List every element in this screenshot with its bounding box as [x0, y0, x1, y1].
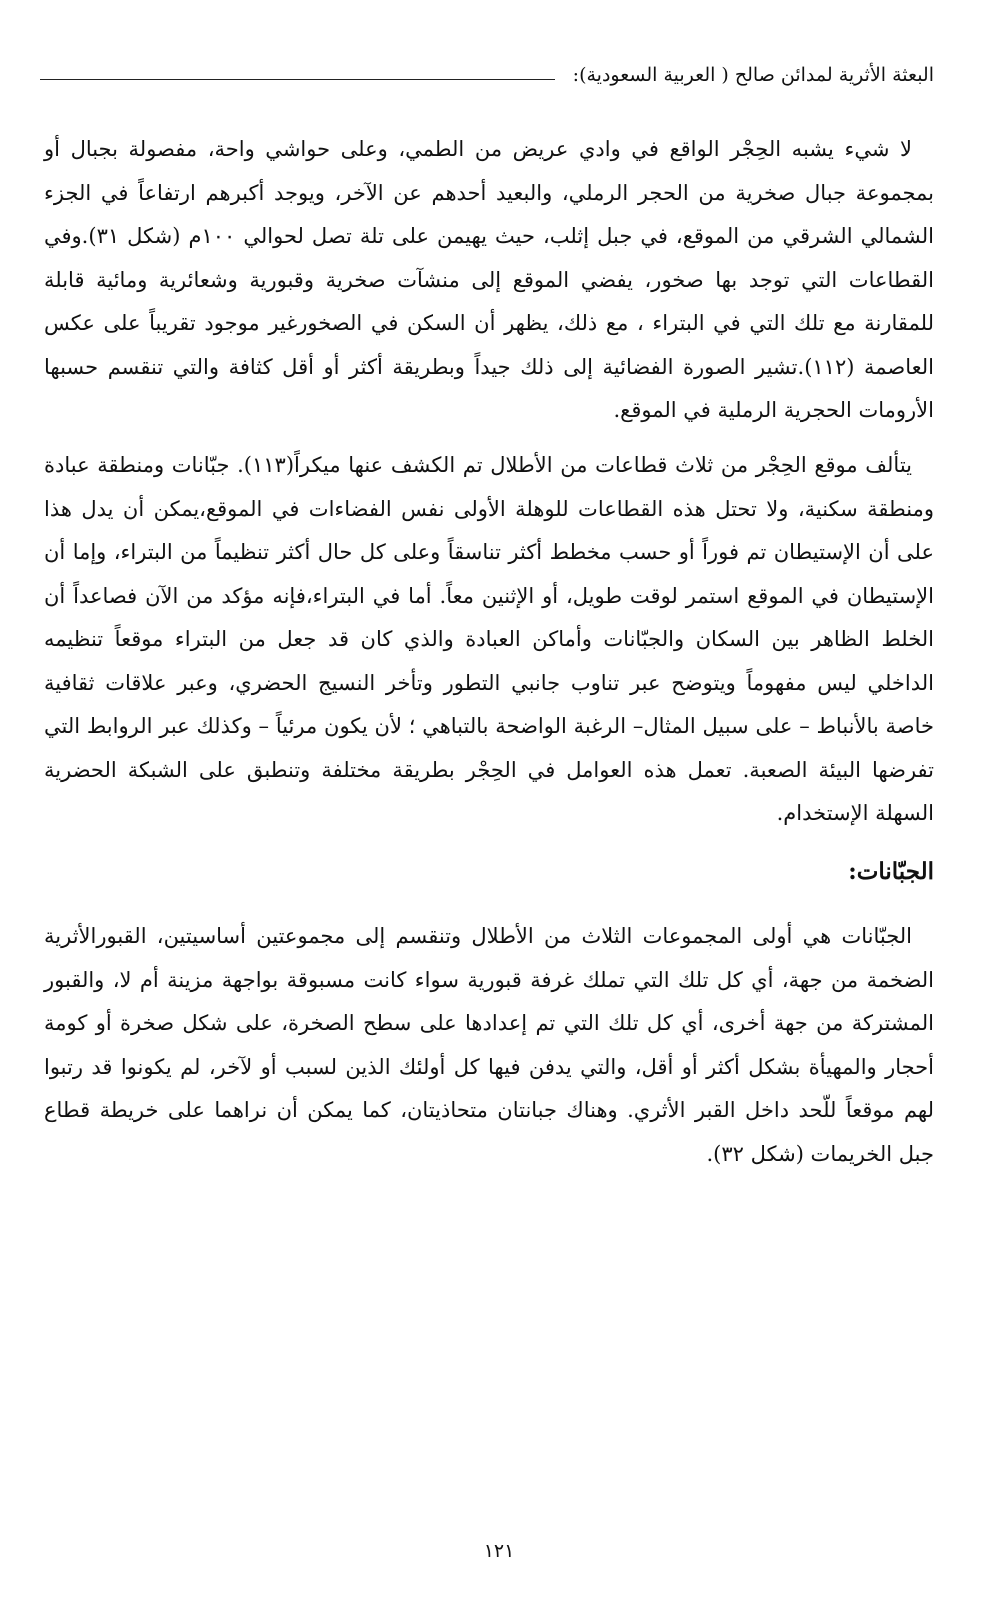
paragraph-3-text: الجبّانات هي أولى المجموعات الثلاث من الأطلال وتنقسم إلى مجموعتين أساسيتين، القبورالأثرية الضخمة من جهة، أي كل تلك التي تملك غرفة قبورية سواء كانت مسبوقة بواجهة مزينة أم لا، والقبور المشتركة من جهة أخرى، أي كل تلك التي تم إعدادها على سطح الصخرة، على شكل صخرة أو كومة أحجار والمهيأة بشكل أكثر أو أقل، والتي يدفن فيها كل أولئك الذين لسبب أو لآخر، لم يكونوا قد رتبوا لهم موقعاً للّحد داخل القبر الأثري. وهناك جبانتان متحاذيتان، كما يمكن أن نراهما على خريطة قطاع جبل الخريمات (شكل ٣٢). [44, 924, 934, 1166]
running-header [40, 58, 934, 86]
header-title: البعثة الأثرية لمدائن صالح ( العربية السعودية): [572, 64, 934, 86]
section-heading-cemeteries: الجبّانات: [848, 858, 934, 885]
paragraph-2 [44, 444, 934, 836]
paragraph-1 [44, 128, 934, 433]
header-rule [40, 79, 555, 80]
paragraph-2-text: يتألف موقع الحِجْر من ثلاث قطاعات من الأطلال تم الكشف عنها ميكراً(١١٣). جبّانات ومنطقة عبادة ومنطقة سكنية، ولا تحتل هذه القطاعات للوهلة الأولى نفس الفضاءات في الموقع،يمكن أن يدل هذا على أن الإستيطان تم فوراً أو حسب مخطط أكثر تناسقاً وعلى كل حال أكثر تنظيماً من البتراء، وإما أن الإستيطان في الموقع استمر لوقت طويل، أو الإثنين معاً. أما في البتراء،فإنه مؤكد من الآن فصاعداً أن الخلط الظاهر بين السكان والجبّانات وأماكن العبادة والذي كان قد جعل من البتراء موقعاً تنظيمه الداخلي ليس مفهوماً ويتوضح عبر تناوب جانبي التطور وتأخر النسيج الحضري، وعبر علاقات ثقافية خاصة بالأنباط – على سبيل المثال– الرغبة الواضحة بالتباهي ؛ لأن يكون مرئياً – وكذلك عبر الروابط التي تفرضها البيئة الصعبة. تعمل هذه العوامل في الحِجْر بطريقة مختلفة وتنطبق على الشبكة الحضرية السهلة الإستخدام. [44, 453, 934, 825]
paragraph-1-text: لا شيء يشبه الحِجْر الواقع في وادي عريض من الطمي، وعلى حواشي واحة، مفصولة بجبال أو بمجموعة جبال صخرية من الحجر الرملي، والبعيد أحدهم عن الآخر، ويوجد أكبرهم ارتفاعاً في الجزء الشمالي الشرقي من الموقع، في جبل إثلب، حيث يهيمن على تلة تصل لحوالي ١٠٠م (شكل ٣١).وفي القطاعات التي توجد بها صخور، يفضي الموقع إلى منشآت صخرية وقبورية وشعائرية ومائية قابلة للمقارنة مع تلك التي في البتراء ، مع ذلك، يظهر أن السكن في الصخورغير موجود تقريباً على عكس العاصمة (١١٢).تشير الصورة الفضائية إلى ذلك جيداً وبطريقة أكثر أو أقل كثافة والتي تنقسم حسبها الأرومات الحجرية الرملية في الموقع. [44, 137, 934, 422]
page-number: ١٢١ [483, 1540, 515, 1562]
paragraph-3 [44, 915, 934, 1176]
